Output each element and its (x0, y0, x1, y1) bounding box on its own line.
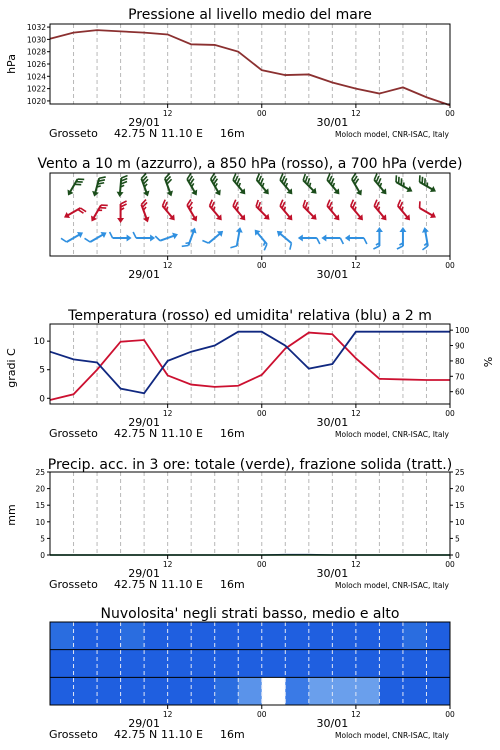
cloud-cell-alto (379, 622, 403, 650)
time-tick-label: 00 (256, 560, 267, 569)
cloud-cell-medio (215, 650, 239, 678)
barb-head (430, 212, 438, 221)
wind-barb (299, 174, 321, 196)
wind-barb (252, 200, 274, 222)
barb-head (376, 227, 383, 232)
cloud-cell-medio (191, 650, 215, 678)
y-tick-right-label: 10 (455, 517, 465, 527)
wind-barb (250, 227, 271, 250)
cloud-cell-alto (426, 622, 450, 650)
elevation: 16m (220, 127, 245, 140)
panel-1 (74, 173, 427, 256)
cloud-cell-alto (215, 622, 239, 650)
barb-head (101, 229, 109, 238)
wind-barb (346, 200, 367, 223)
cloud-cell-basso (426, 677, 450, 705)
barb-head (321, 235, 326, 242)
time-tick-label: 12 (162, 109, 173, 118)
barb-head (62, 212, 70, 221)
y-tick-label: 5 (39, 365, 45, 376)
barb-flag (133, 232, 136, 238)
latitude: 42.75 N (114, 427, 158, 440)
time-tick-label: 00 (256, 109, 267, 118)
wind-barb (347, 173, 366, 197)
y-tick-label: 0 (39, 394, 45, 405)
latitude: 42.75 N (114, 578, 158, 591)
time-tick-label: 12 (351, 109, 361, 118)
y-tick-label: 1032 (26, 23, 46, 33)
y-tick-right-label: 70 (455, 372, 465, 382)
wind-barb (161, 174, 177, 198)
cloud-cell-basso (262, 677, 286, 705)
barb-flag (61, 237, 67, 244)
temperature-line (50, 333, 450, 400)
time-tick-label: 00 (256, 261, 267, 270)
wind-barb (273, 228, 296, 249)
time-tick-label: 12 (351, 261, 361, 270)
cloud-cell-alto (356, 622, 380, 650)
wind-barb (415, 175, 439, 194)
barb-flag (317, 238, 320, 244)
wind-barb (370, 174, 391, 197)
location-name: Grosseto (49, 578, 98, 591)
time-tick-label: 12 (351, 560, 361, 569)
time-tick-label: 12 (351, 409, 361, 418)
humidity-ylabel: % (482, 356, 495, 368)
cloud-cell-medio (379, 650, 403, 678)
barb-shaft (90, 234, 104, 242)
pressure-ylabel: hPa (5, 54, 18, 74)
barb-head (65, 189, 74, 197)
latitude: 42.75 N (114, 127, 158, 140)
barb-head (191, 215, 200, 223)
time-tick-label: 12 (351, 710, 361, 719)
date-label: 29/01 (128, 717, 160, 730)
cloud-cell-medio (97, 650, 121, 678)
date-label: 29/01 (128, 567, 160, 580)
date-label: 30/01 (316, 717, 349, 730)
y-tick-label: 20 (35, 484, 45, 494)
y-tick-right-label: 15 (455, 501, 465, 511)
cloud-cell-medio (403, 650, 427, 678)
elevation: 16m (220, 728, 245, 741)
barb-shaft (209, 233, 221, 243)
pressure-title: Pressione al livello medio del mare (128, 7, 372, 23)
wind-barb (299, 200, 321, 222)
cloud-cell-basso (403, 677, 427, 705)
y-tick-right-label: 0 (455, 551, 460, 560)
cloud-cell-medio (168, 650, 192, 678)
chart-layer (27, 23, 470, 741)
barb-head (77, 229, 85, 238)
wind-barb (89, 201, 108, 225)
time-tick-label: 00 (445, 560, 455, 569)
model-credit: Moloch model, CNR-ISAC, Italy (335, 430, 449, 439)
panel-border (50, 173, 450, 256)
barb-head (430, 186, 438, 195)
elevation: 16m (220, 578, 245, 591)
y-tick-label: 1024 (26, 72, 46, 82)
latitude: 42.75 N (114, 728, 158, 741)
wind-barb (117, 201, 127, 223)
cloud-cell-medio (426, 650, 450, 678)
wind-barb (137, 200, 153, 224)
y-tick-label: 1028 (26, 47, 46, 57)
barb-flag (85, 237, 91, 244)
cloud-cell-basso (285, 677, 309, 705)
wind-barb (397, 227, 407, 249)
barb-flag (288, 243, 294, 250)
time-tick-label: 12 (162, 409, 173, 418)
y-tick-right-label: 100 (455, 326, 470, 336)
wind-barb (62, 203, 86, 222)
time-tick-label: 00 (256, 710, 267, 719)
cloud-cell-medio (144, 650, 168, 678)
y-tick-label: 25 (35, 468, 45, 477)
longitude: 11.10 E (161, 578, 203, 591)
cloud-cell-basso (74, 677, 98, 705)
model-credit: Moloch model, CNR-ISAC, Italy (335, 130, 449, 139)
panel-border (50, 24, 450, 104)
time-tick-label: 12 (162, 261, 173, 270)
wind-barb (230, 226, 243, 249)
panel-3 (74, 472, 427, 555)
temp-humidity-title: Temperatura (rosso) ed umidita' relativa (blu) a 2 m (68, 308, 432, 324)
date-label: 29/01 (128, 416, 160, 429)
barb-head (127, 235, 132, 242)
barb-flag (397, 246, 403, 249)
barb-head (191, 189, 200, 197)
cloud-title: Nuvolosita' negli strati basso, medio e alto (100, 606, 400, 622)
time-tick-label: 00 (256, 409, 267, 418)
cloud-cell-alto (403, 622, 427, 650)
barb-head (421, 227, 429, 233)
humidity-line (50, 332, 450, 394)
cloud-cell-alto (191, 622, 215, 650)
cloud-cell-basso (168, 677, 192, 705)
cloud-cell-medio (332, 650, 356, 678)
y-tick-right-label: 60 (455, 387, 465, 397)
wind-barb (61, 227, 85, 246)
wind-barb (392, 175, 416, 194)
cloud-cell-medio (356, 650, 380, 678)
wind-barb (276, 200, 297, 223)
model-credit: Moloch model, CNR-ISAC, Italy (335, 581, 449, 590)
wind-barb (370, 200, 391, 223)
barb-flag (202, 239, 208, 246)
wind-barb (85, 227, 109, 246)
y-tick-right-label: 90 (455, 341, 465, 351)
barb-flag (182, 243, 189, 248)
location-name: Grosseto (49, 728, 98, 741)
barb-shaft (67, 234, 81, 242)
y-tick-right-label: 20 (455, 484, 465, 494)
wind-barb (202, 226, 225, 247)
barb-head (215, 189, 224, 197)
cloud-cell-medio (262, 650, 286, 678)
barb-head (172, 231, 179, 239)
elevation: 16m (220, 427, 245, 440)
date-label: 29/01 (128, 116, 160, 129)
wind-barb (323, 174, 344, 197)
wind-barb (373, 227, 383, 249)
barb-flag (417, 201, 423, 208)
time-tick-label: 00 (445, 261, 455, 270)
barb-flag (121, 201, 127, 204)
cloud-cell-alto (168, 622, 192, 650)
wind-barb (183, 173, 202, 197)
barb-head (298, 235, 303, 242)
location-name: Grosseto (49, 427, 98, 440)
barb-head (117, 218, 124, 223)
pressure-line (50, 30, 450, 105)
cloud-cell-medio (121, 650, 145, 678)
cloud-cell-basso (50, 677, 74, 705)
wind-barb (182, 226, 198, 250)
panel-border (50, 472, 450, 555)
barb-head (356, 189, 365, 197)
y-tick-label: 10 (35, 517, 45, 527)
cloud-cell-basso (332, 677, 356, 705)
barb-head (345, 235, 350, 242)
date-label: 30/01 (316, 416, 349, 429)
y-tick-label: 10 (33, 337, 45, 348)
cloud-cell-alto (332, 622, 356, 650)
time-tick-label: 12 (162, 560, 173, 569)
date-label: 30/01 (316, 567, 349, 580)
cloud-cell-medio (74, 650, 98, 678)
cloud-cell-medio (309, 650, 333, 678)
barb-flag (373, 246, 379, 249)
panel-2 (74, 324, 427, 404)
y-tick-right-label: 25 (455, 468, 465, 477)
y-tick-label: 1020 (26, 96, 46, 106)
y-tick-label: 1026 (26, 60, 46, 69)
wind-barb (116, 175, 127, 198)
cloud-cell-medio (238, 650, 262, 678)
wind-barb (91, 174, 106, 198)
barb-head (91, 191, 99, 198)
cloud-cell-basso (191, 677, 215, 705)
cloud-cell-basso (121, 677, 145, 705)
y-tick-label: 5 (40, 534, 45, 544)
time-tick-label: 00 (445, 409, 455, 418)
barb-head (89, 215, 98, 223)
wind-barb (137, 174, 153, 198)
cloud-cell-alto (50, 622, 74, 650)
barb-flag (155, 235, 160, 242)
model-credit: Moloch model, CNR-ISAC, Italy (335, 731, 449, 740)
cloud-cell-alto (121, 622, 145, 650)
time-tick-label: 00 (445, 710, 455, 719)
y-tick-right-label: 5 (455, 534, 460, 544)
longitude: 11.10 E (161, 127, 203, 140)
wind-barb (206, 173, 225, 197)
cloud-cell-basso (309, 677, 333, 705)
cloud-cell-basso (144, 677, 168, 705)
cloud-cell-alto (74, 622, 98, 650)
date-label: 30/01 (316, 116, 349, 129)
wind-barb (183, 199, 202, 223)
barb-shaft (279, 233, 291, 243)
date-label: 29/01 (128, 268, 160, 281)
cloud-cell-alto (262, 622, 286, 650)
wind-barb (65, 175, 84, 199)
y-tick-label: 15 (35, 501, 45, 511)
wind-barb (419, 227, 432, 250)
wind-title: Vento a 10 m (azzurro), a 850 hPa (rosso), a 700 hPa (verde) (37, 156, 463, 172)
cloud-cell-basso (215, 677, 239, 705)
cloud-cell-alto (238, 622, 262, 650)
temp-ylabel: gradi C (5, 348, 18, 388)
time-tick-label: 00 (445, 109, 455, 118)
barb-flag (110, 232, 113, 238)
wind-barb (205, 200, 226, 223)
cloud-cell-basso (238, 677, 262, 705)
wind-barb (228, 174, 249, 197)
barb-head (406, 186, 414, 195)
barb-flag (364, 238, 367, 244)
longitude: 11.10 E (161, 427, 203, 440)
wind-barb (158, 200, 179, 223)
cloud-cell-alto (97, 622, 121, 650)
panel-border (50, 324, 450, 404)
barb-shaft (237, 230, 240, 246)
location-name: Grosseto (49, 127, 98, 140)
y-tick-label: 1022 (26, 84, 46, 94)
y-tick-label: 1030 (26, 35, 46, 45)
barb-head (236, 227, 244, 233)
wind-barb (415, 201, 439, 220)
cloud-cell-medio (285, 650, 309, 678)
cloud-cell-basso (379, 677, 403, 705)
precip-ylabel: mm (5, 504, 18, 526)
wind-barb (252, 174, 273, 197)
barb-flag (230, 245, 236, 249)
cloud-cell-alto (144, 622, 168, 650)
barb-head (150, 235, 155, 242)
y-tick-label: 0 (40, 551, 45, 560)
wind-barb (323, 200, 344, 223)
wind-barb (393, 200, 414, 223)
barb-head (399, 227, 406, 232)
cloud-cell-alto (309, 622, 333, 650)
date-label: 30/01 (316, 268, 349, 281)
cloud-cell-alto (285, 622, 309, 650)
wind-barb (228, 200, 249, 223)
wind-barb (276, 174, 297, 197)
cloud-cell-basso (97, 677, 121, 705)
cloud-cell-medio (50, 650, 74, 678)
precip-title: Precip. acc. in 3 ore: totale (verde), frazione solida (tratt.) (47, 457, 453, 473)
barb-head (116, 192, 123, 198)
barb-flag (422, 246, 428, 250)
time-tick-label: 12 (162, 710, 173, 719)
longitude: 11.10 E (161, 728, 203, 741)
y-tick-right-label: 80 (455, 356, 465, 366)
barb-flag (340, 238, 343, 244)
cloud-cell-basso (356, 677, 380, 705)
